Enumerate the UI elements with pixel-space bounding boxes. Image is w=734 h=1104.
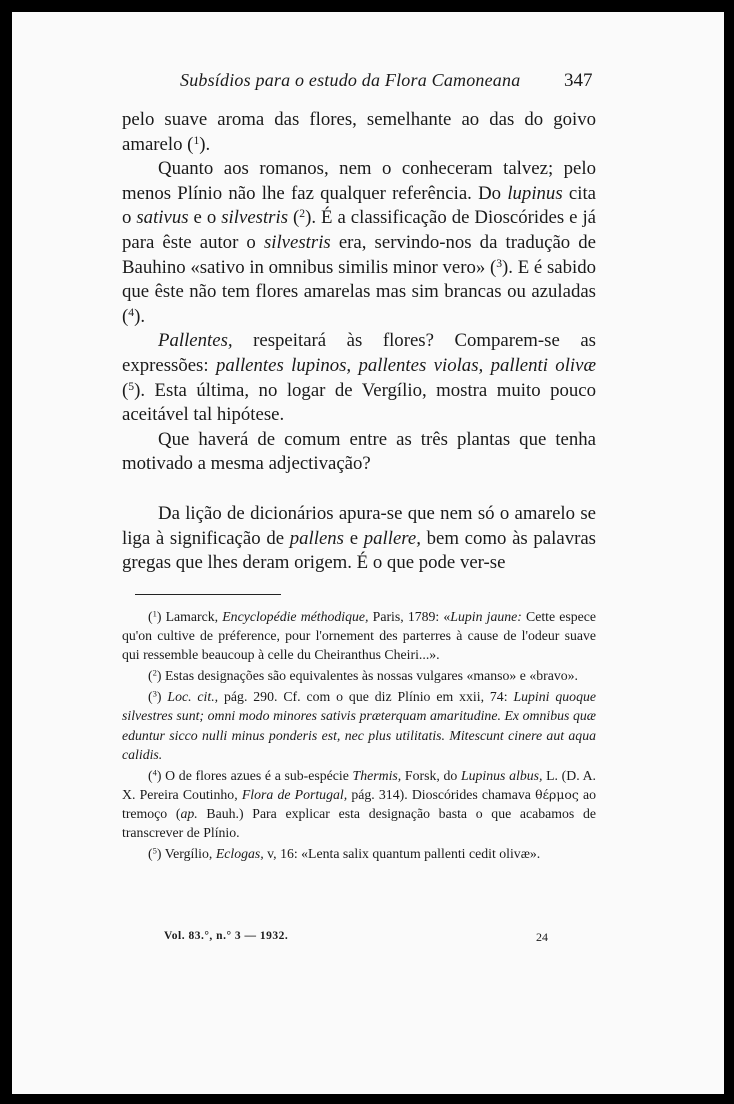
volume-info: Vol. 83.°, n.° 3 — 1932. [164, 930, 289, 942]
footnote-separator [135, 594, 281, 595]
book-page [12, 12, 724, 1094]
running-title: Subsídios para o estudo da Flora Camoneana [180, 70, 521, 90]
footnote-ref-2: 2 [299, 207, 306, 221]
footnotes [122, 607, 596, 865]
body-text [122, 108, 596, 576]
footnote-3: ($^3$) Loc. cit., pág. 290. Cf. com o que diz Plínio em xxii, 74: Lupini quoque silvestres sunt; omni modo minores sativis præterquam amaritudine. Ex omnibus quæ eduntur sicco nulli minus ponderis est, nec plus utilitatis. Mitescunt cinere aut aqua calidis. [122, 689, 596, 762]
paragraph-5: Da lição de dicionários apura-se que nem só o amarelo se liga à significação de pallens e pallere, bem como às palavras gregas que lhes deram origem. É o que pode ver-se [122, 502, 596, 574]
paragraph-2: Quanto aos romanos, nem o conheceram talvez; pelo menos Plínio não lhe faz qualquer referência. Do lupinus cita o sativus e o silvestris ($^2$). É a classificação de Dioscórides e já para êste autor o silvestris era, servindo-nos da tradução de Bauhino «sativo in omnibus similis minor vero» ($^3$). E é sabido que êste não tem flores amarelas mas sim brancas ou azuladas ($^4$). [122, 158, 597, 327]
page-header [12, 70, 724, 100]
footnote-5: ($^5$) Vergílio, Eclogas, v, 16: «Lenta salix quantum pallenti cedit olivæ». [148, 845, 541, 862]
footnote-ref-3: 3 [496, 256, 503, 270]
page-footer [12, 930, 724, 950]
footnote-ref-5: 5 [128, 379, 135, 393]
footnote-ref-4: 4 [128, 305, 135, 319]
paragraph-3: Pallentes, respeitará às flores? Comparem-se as expressões: pallentes lupinos, pallentes violas, pallenti olivæ ($^5$). Esta última, no logar de Vergílio, mostra muito pouco aceitável tal hipótese. [122, 330, 596, 426]
footnote-2: ($^2$) Estas designações são equivalentes às nossas vulgares «manso» e «bravo». [148, 668, 578, 684]
footnote-ref-1: 1 [193, 133, 200, 147]
signature-mark: 24 [536, 930, 548, 944]
footnote-1: ($^1$) Lamarck, Encyclopédie méthodique, Paris, 1789: «Lupin jaune: Cette espece qu'on cultive de préference, pour l'ornement des parterres à cause de l'odeur suave qui ressemble beaucoup à celle du Cheiranthus Cheiri...». [122, 608, 597, 663]
page-number: 347 [564, 70, 593, 91]
paragraph-4: Que haverá de comum entre as três plantas que tenha motivado a mesma adjectivação? [122, 428, 596, 475]
footnote-4: ($^4$) O de flores azues é a sub-espécie Thermis, Forsk, do Lupinus albus, L. (D. A. X. Pereira Coutinho, Flora de Portugal, pág. 314). Dioscórides chamava θέρμος ao tremoço (ap. Bauh.) Para explicar esta designação basta o que acabamos de transcrever de Plínio. [122, 767, 596, 841]
paragraph-1: pelo suave aroma das flores, semelhante ao das do goivo amarelo ($^1$). [122, 109, 596, 155]
